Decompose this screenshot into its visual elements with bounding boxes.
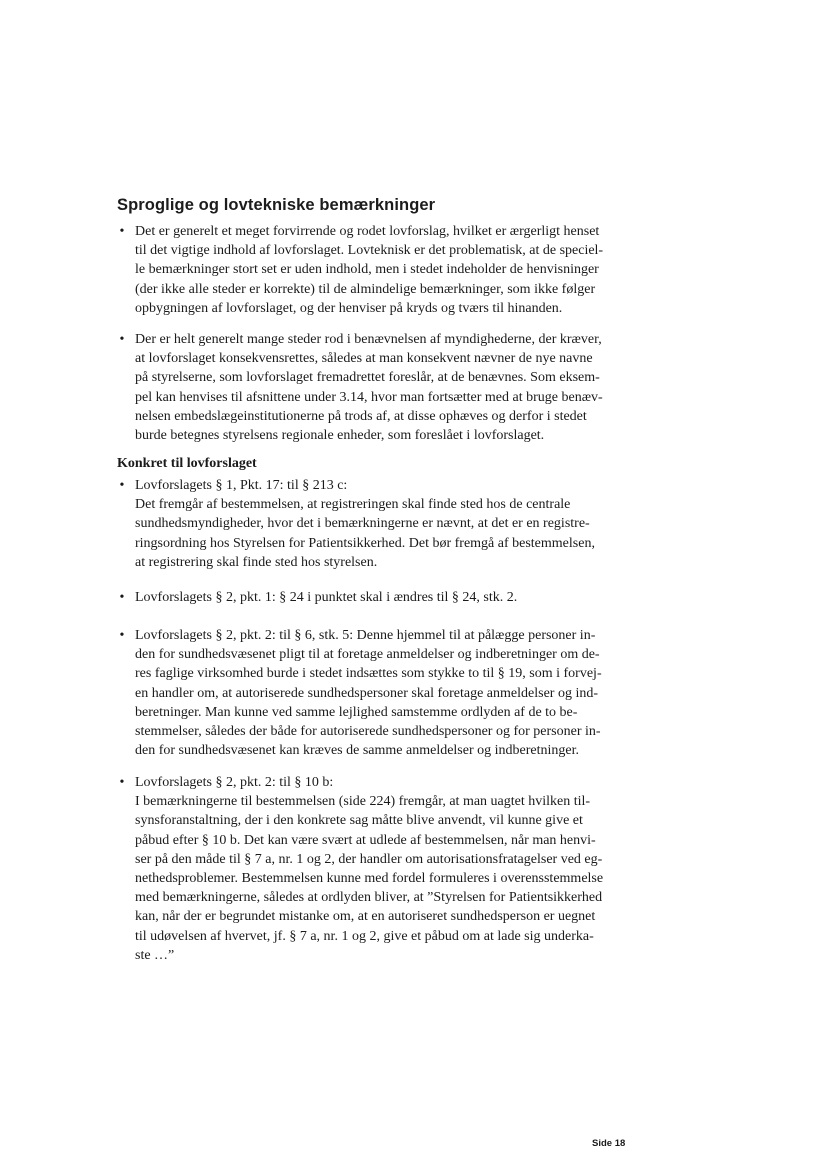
- text-line: Det fremgår af bestemmelsen, at registreringen skal finde sted hos de centrale: [135, 497, 571, 513]
- general-remark-item: [117, 222, 637, 318]
- text-line: opbygningen af lovforslaget, og der henviser på kryds og tværs til hinanden.: [135, 300, 563, 316]
- bullet-icon: •: [119, 628, 125, 643]
- bullet-icon: •: [119, 590, 125, 605]
- text-line: le bemærkninger stort set er uden indhold, men i stedet indeholder de henvisninger: [135, 262, 599, 278]
- text-line: Det er generelt et meget forvirrende og rodet lovforslag, hvilket er ærgerligt henset: [135, 224, 600, 239]
- text-line: pel kan henvises til afsnittene under 3.14, hvor man fortsætter med at bruge benæv-: [135, 389, 603, 405]
- text-line: på styrelserne, som lovforslaget fremadrettet foreslår, at de benævnes. Som eksem-: [135, 370, 600, 386]
- bullet-icon: •: [119, 224, 125, 239]
- text-line: at lovforslaget konsekvensrettes, således at man konsekvent nævner de nye navne: [135, 351, 593, 367]
- bullet-icon: •: [119, 478, 125, 493]
- text-line: en handler om, at autoriserede sundhedspersoner skal foretage anmeldelser og ind-: [135, 685, 598, 701]
- text-line: kan, når der er begrundet mistanke om, at en autoriseret sundhedsperson er uegnet: [135, 909, 596, 925]
- text-line: til udøvelsen af hvervet, jf. § 7 a, nr. 1 og 2, give et påbud om at lade sig underka-: [135, 928, 594, 944]
- bullet-icon: •: [119, 775, 125, 790]
- text-line: res faglige virksomhed burde i stedet indsættes som stykke to til § 19, som i forvej-: [135, 666, 602, 682]
- specific-remark-item-text: [135, 626, 637, 760]
- text-line: med bemærkningerne, således at ordlyden bliver, at ”Styrelsen for Patientsikkerhed: [135, 890, 603, 906]
- text-line: beretninger. Man kunne ved samme lejlighed samstemme ordlyden af de to be-: [135, 704, 578, 720]
- section-heading: Sproglige og lovtekniske bemærkninger: [117, 196, 436, 214]
- text-line: påbud efter § 10 b. Det kan være svært at udlede af bestemmelsen, når man henvi-: [135, 832, 596, 848]
- text-line: (der ikke alle steder er korrekte) til de almindelige bemærkninger, som ikke følger: [135, 281, 596, 297]
- specific-remark-item: [117, 626, 637, 760]
- text-line: sundhedsmyndigheder, hvor det i bemærkningerne er nævnt, at det er en registre-: [135, 516, 590, 532]
- specific-remark-item-text: [135, 476, 637, 572]
- text-line: Der er helt generelt mange steder rod i benævnelsen af myndighederne, der kræver,: [135, 332, 602, 347]
- specific-remark-item: [117, 773, 637, 965]
- text-line: Lovforslagets § 1, Pkt. 17: til § 213 c:: [135, 478, 348, 493]
- general-remark-item-text: [135, 222, 637, 318]
- text-line: ringsordning hos Styrelsen for Patientsikkerhed. Det bør fremgå af bestemmelsen,: [135, 535, 595, 551]
- text-line: den for sundhedsvæsenet kan kræves de samme anmeldelser og indberetninger.: [135, 743, 579, 759]
- text-line: nelsen embedslægeinstitutionerne på trods af, at disse ophæves og derfor i stedet: [135, 408, 587, 424]
- general-remark-item: [117, 330, 637, 445]
- text-line: Lovforslagets § 2, pkt. 2: til § 6, stk. 5: Denne hjemmel til at pålægge personer in-: [135, 628, 596, 643]
- text-line: den for sundhedsvæsenet pligt til at foretage anmeldelser og indberetninger om de-: [135, 647, 600, 663]
- general-remark-item-text: [135, 330, 637, 445]
- text-line: ser på den måde til § 7 a, nr. 1 og 2, der handler om autorisationsfratagelser ved eg-: [135, 851, 603, 867]
- text-line: burde betegnes styrelsens regionale enheder, som foreslået i lovforslaget.: [135, 428, 545, 444]
- text-line: synsforanstaltning, der i den konkrete sag måtte blive anvendt, vil kunne give et: [135, 813, 583, 829]
- text-line: stemmelser, således der både for autoriserede sundhedspersoner og for personer in-: [135, 724, 601, 740]
- text-line: til det vigtige indhold af lovforslaget. Lovteknisk er det problematisk, at de speciel-: [135, 243, 604, 259]
- text-line: nethedsproblemer. Bestemmelsen kunne med fordel formuleres i overensstemmelse: [135, 871, 604, 887]
- specific-remark-item-text: [135, 773, 637, 965]
- specific-remark-item: [117, 588, 637, 607]
- text-line: at registrering skal finde sted hos styrelsen.: [135, 554, 378, 570]
- text-line: ste …”: [135, 947, 175, 963]
- specific-remark-item-text: [135, 588, 637, 607]
- subsection-heading: Konkret til lovforslaget: [117, 456, 257, 471]
- text-line: Lovforslagets § 2, pkt. 1: § 24 i punktet skal i ændres til § 24, stk. 2.: [135, 590, 518, 605]
- specific-remark-item: [117, 476, 637, 572]
- text-line: I bemærkningerne til bestemmelsen (side 224) fremgår, at man uagtet hvilken til-: [135, 794, 591, 810]
- bullet-icon: •: [119, 332, 125, 347]
- page-number: Side 18: [592, 1138, 626, 1149]
- text-line: Lovforslagets § 2, pkt. 2: til § 10 b:: [135, 775, 334, 790]
